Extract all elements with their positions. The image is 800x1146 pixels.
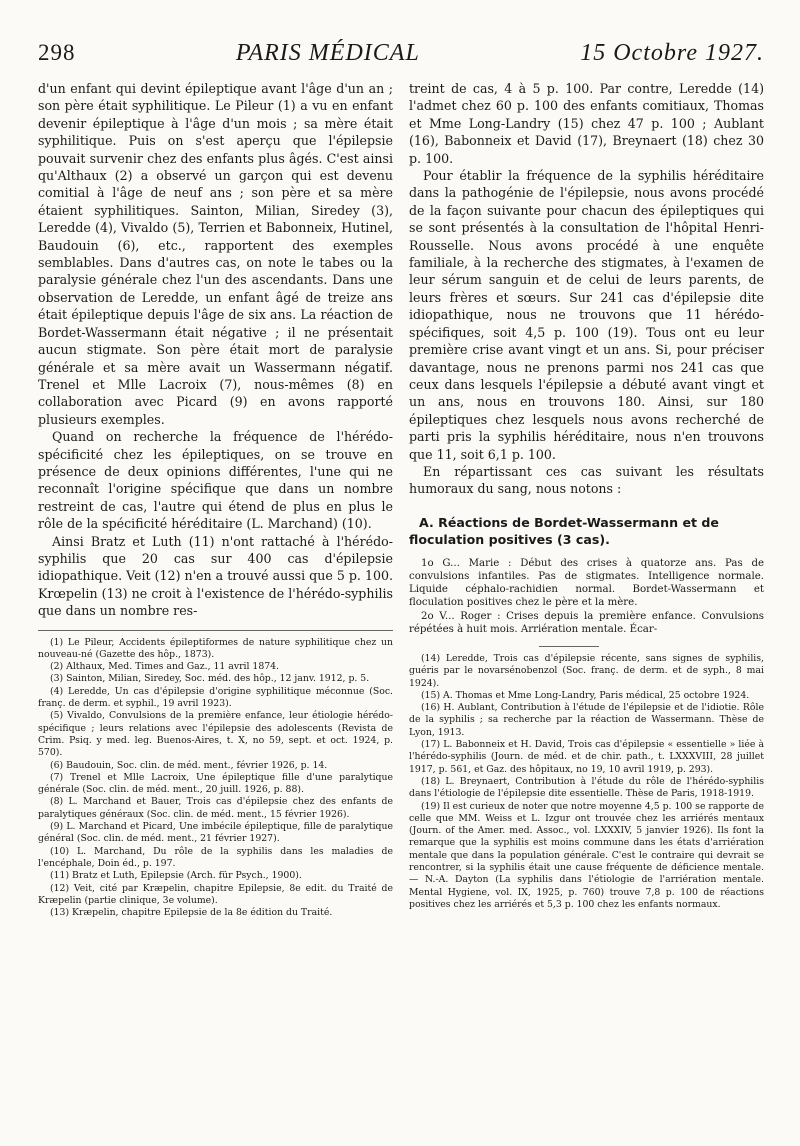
paragraph: treint de cas, 4 à 5 p. 100. Par contre, Leredde (14) l'admet chez 60 p. 100 des enfants comitiaux, Thomas et Mme Long-Landry (15) chez 47 p. 100 ; Aublant (16), Babonneix et David (17), Breynaert (18) chez 30 p. 100.	[409, 81, 764, 166]
footnote: (9) L. Marchand et Picard, Une imbécile épileptique, fille de paralytique général (Soc. clin. de méd. ment., 21 février 1927).	[38, 821, 393, 845]
page	[38, 40, 764, 1130]
issue-date: 15 Octobre 1927.	[580, 40, 764, 66]
right-footnotes	[409, 653, 764, 911]
page-number: 298	[38, 40, 76, 65]
case-entry: 2o V... Roger : Crises depuis la première enfance. Convulsions répétées à huit mois. Arriération mentale. Écar-	[409, 610, 764, 635]
footnote: (1) Le Pileur, Accidents épileptiformes de nature syphilitique chez un nouveau-né (Gazette des hôp., 1873).	[38, 636, 393, 660]
footnote: (3) Sainton, Milian, Siredey, Soc. méd. des hôp., 12 janv. 1912, p. 5.	[50, 673, 370, 685]
footnote-divider	[38, 630, 393, 631]
journal-title: PARIS MÉDICAL	[235, 40, 420, 66]
footnote: (5) Vivaldo, Convulsions de la première enfance, leur étiologie hérédo-spécifique ; leurs relations avec l'épilepsie des adolescents (Revista de Crim. Psiq. y med. leg. Buenos-Aires, t. X, no 59, sept. et oct. 1924, p. 570).	[38, 710, 393, 759]
footnote: (13) Kræpelin, chapitre Epilepsie de la 8e édition du Traité.	[50, 907, 333, 919]
paragraph: Quand on recherche la fréquence de l'hérédo-spécificité chez les épileptiques, on se trouve en présence de deux opinions différentes, l'une qui ne reconnaît l'origine spécifique que dans un nombre restreint de cas, l'autre qui étend de plus en plus le rôle de la spécificité héréditaire (L. Marchand) (10).	[38, 429, 393, 532]
case-list	[409, 557, 764, 636]
left-footnotes	[38, 637, 393, 920]
running-header	[38, 40, 764, 74]
paragraph: Ainsi Bratz et Luth (11) n'ont rattaché à l'hérédo-syphilis que 20 cas sur 400 cas d'épilepsie idiopathique. Veit (12) n'en a trouvé aussi que 5 p. 100. Krœpelin (13) ne croit à l'existence de l'hérédo-syphilis que dans un nombre res-	[38, 533, 393, 619]
footnote: (15) A. Thomas et Mme Long-Landry, Paris médical, 25 octobre 1924.	[421, 689, 750, 701]
footnote: (8) L. Marchand et Bauer, Trois cas d'épilepsie chez des enfants de paralytiques généraux (Soc. clin. de méd. ment., 15 février 1926).	[38, 796, 393, 820]
section-heading: A. Réactions de Bordet-Wassermann et de floculation positives (3 cas).	[409, 514, 719, 548]
case-entry: 1o G... Marie : Début des crises à quatorze ans. Pas de convulsions infantiles. Pas de stigmates. Intelligence normale. Liquide céphalo-rachidien normal. Bordet-Wassermann et floculation positives chez le père et la mère.	[409, 557, 764, 609]
footnote: (14) Leredde, Trois cas d'épilepsie récente, sans signes de syphilis, guéris par le novarsénobenzol (Soc. franç. de derm. et de syph., 8 mai 1924).	[409, 652, 764, 689]
footnote: (16) H. Aublant, Contribution à l'étude de l'épilepsie et de l'idiotie. Rôle de la syphilis ; sa recherche par la réaction de Wassermann. Thèse de Lyon, 1913.	[409, 702, 764, 738]
two-column-body	[38, 80, 764, 919]
footnote: (4) Leredde, Un cas d'épilepsie d'origine syphilitique méconnue (Soc. franç. de derm. et syphil., 19 avril 1923).	[38, 685, 393, 710]
footnote: (18) L. Breynaert, Contribution à l'étude du rôle de l'hérédo-syphilis dans l'étiologie de l'épilepsie dite essentielle. Thèse de Paris, 1918-1919.	[409, 775, 764, 800]
footnote: (17) L. Babonneix et H. David, Trois cas d'épilepsie « essentielle » liée à l'hérédo-syphilis (Journ. de méd. et de chir. path., t. LXXXVIII, 28 juillet 1917, p. 561, et Gaz. des hôpitaux, no 19, 10 avril 1919, p. 293).	[409, 739, 764, 775]
footnote: (12) Veit, cité par Kræpelin, chapitre Epilepsie, 8e edit. du Traité de Kræpelin (partie clinique, 3e volume).	[38, 882, 393, 906]
footnote: (10) L. Marchand, Du rôle de la syphilis dans les maladies de l'encéphale, Doin éd., p. 197.	[38, 845, 393, 869]
footnote: (7) Trenel et Mlle Lacroix, Une épileptique fille d'une paralytique générale (Soc. clin. de méd. ment., 20 juill. 1926, p. 88).	[38, 771, 393, 796]
right-body-text	[409, 80, 764, 498]
left-body-text	[38, 80, 393, 620]
footnote-divider	[539, 646, 599, 647]
footnote: (11) Bratz et Luth, Epilepsie (Arch. für Psych., 1900).	[50, 870, 302, 882]
left-column	[38, 80, 393, 919]
right-column	[409, 80, 764, 919]
paragraph: En répartissant ces cas suivant les résultats humoraux du sang, nous notons :	[409, 463, 764, 497]
paragraph: Pour établir la fréquence de la syphilis héréditaire dans la pathogénie de l'épilepsie, nous avons procédé de la façon suivante pour chacun des épileptiques qui se sont présentés à la consultation de l'hôpital Henri-Rousselle. Nous avons procédé à une enquête familiale, à la recherche des stigmates, à l'examen de leur sérum sanguin et de celui de leurs parents, de leurs frères et sœurs. Sur 241 cas d'épilepsie dite idiopathique, nous ne trouvons que 11 hérédo-spécifiques, soit 4,5 p. 100 (19). Tous ont eu leur première crise avant vingt et un ans. Si, pour préciser davantage, nous ne prenons parmi nos 241 cas que ceux dans lesquels l'épilepsie a débuté avant vingt et un ans, nous en trouvons 180. Ainsi, sur 180 épileptiques chez lesquels nous avons recherché de parti pris la syphilis héréditaire, nous n'en trouvons que 11, soit 6,1 p. 100.	[409, 168, 764, 462]
paragraph: d'un enfant qui devint épileptique avant l'âge d'un an ; son père était syphilitique. Le Pileur (1) a vu en enfant devenir épileptique à l'âge d'un mois ; sa mère était syphilitique. Puis on s'est aperçu que l'épilepsie pouvait survenir chez des enfants plus âgés. C'est ainsi qu'Althaux (2) a observé un garçon qui est devenu comitial à l'âge de neuf ans ; son père et sa mère étaient syphilitiques. Sainton, Milian, Siredey (3), Leredde (4), Vivaldo (5), Terrien et Babonneix, Hutinel, Baudouin (6), etc., rapportent des exemples semblables. Dans d'autres cas, on note le tabes ou la paralysie générale chez l'un des ascendants. Dans une observation de Leredde, un enfant âgé de treize ans était épileptique depuis l'âge de six ans. La réaction de Bordet-Wassermann était négative ; il ne présentait aucun stigmate. Son père était mort de paralysie générale et sa mère avait un Wassermann négatif. Trenel et Mlle Lacroix (7), nous-mêmes (8) en collaboration avec Picard (9) en avons rapporté plusieurs exemples.	[38, 81, 393, 427]
footnote: (2) Althaux, Med. Times and Gaz., 11 avril 1874.	[50, 661, 280, 673]
footnote: (6) Baudouin, Soc. clin. de méd. ment., février 1926, p. 14.	[50, 759, 328, 771]
footnote: (19) Il est curieux de noter que notre moyenne 4,5 p. 100 se rapporte de celle que MM. Weiss et L. Izgur ont trouvée chez les arriérés mentaux (Journ. of the Amer. med. Assoc., vol. LXXXIV, 5 janvier 1926). Ils font la remarque que la syphilis est moins commune dans les états d'arriération mentale que dans la population générale. C'est le contraire qui devrait se rencontrer, si la syphilis était une cause fréquente de déficience mentale. — N.-A. Dayton (La syphilis dans l'étiologie de l'arriération mentale. Mental Hygiene, vol. IX, 1925, p. 760) trouve 7,8 p. 100 de réactions positives chez les arriérés et 5,3 p. 100 chez les enfants normaux.	[409, 800, 764, 910]
